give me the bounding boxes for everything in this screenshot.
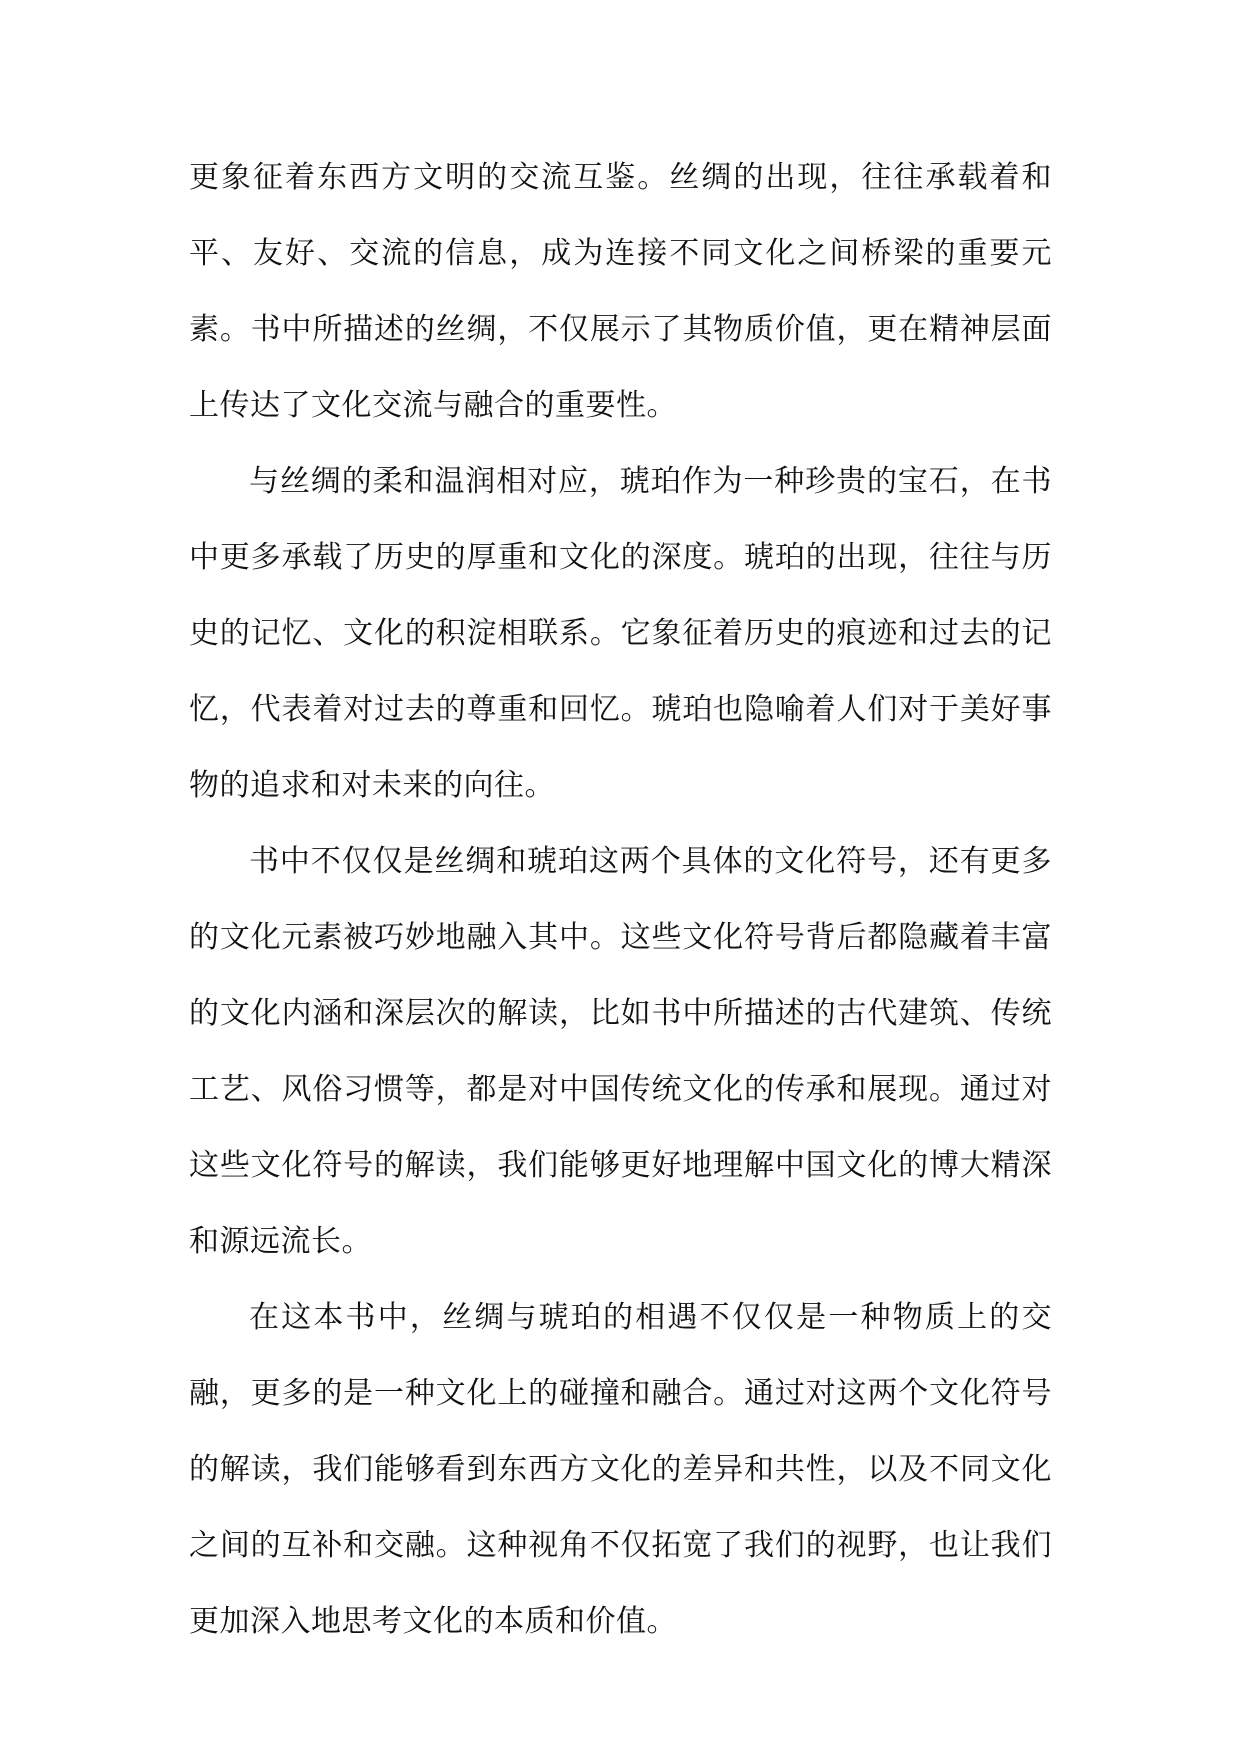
paragraph-3: 书中不仅仅是丝绸和琥珀这两个具体的文化符号，还有更多的文化元素被巧妙地融入其中。这些文化符号背后都隐藏着丰富的文化内涵和深层次的解读，比如书中所描述的古代建筑、传统工艺、风俗习惯等，都是对中国传统文化的传承和展现。通过对这些文化符号的解读，我们能够更好地理解中国文化的博大精深和源远流长。: [189, 844, 1052, 1259]
paragraph-4: 在这本书中，丝绸与琥珀的相遇不仅仅是一种物质上的交融，更多的是一种文化上的碰撞和融合。通过对这两个文化符号的解读，我们能够看到东西方文化的差异和共性，以及不同文化之间的互补和交融。这种视角不仅拓宽了我们的视野，也让我们更加深入地思考文化的本质和价值。: [189, 1300, 1052, 1639]
paragraph-1: 更象征着东西方文明的交流互鉴。丝绸的出现，往往承载着和平、友好、交流的信息，成为连接不同文化之间桥梁的重要元素。书中所描述的丝绸，不仅展示了其物质价值，更在精神层面上传达了文化交流与融合的重要性。: [189, 160, 1052, 423]
paragraph-2: 与丝绸的柔和温润相对应，琥珀作为一种珍贵的宝石，在书中更多承载了历史的厚重和文化的深度。琥珀的出现，往往与历史的记忆、文化的积淀相联系。它象征着历史的痕迹和过去的记忆，代表着对过去的尊重和回忆。琥珀也隐喻着人们对于美好事物的追求和对未来的向往。: [189, 464, 1052, 803]
document-body: [189, 140, 1052, 1660]
